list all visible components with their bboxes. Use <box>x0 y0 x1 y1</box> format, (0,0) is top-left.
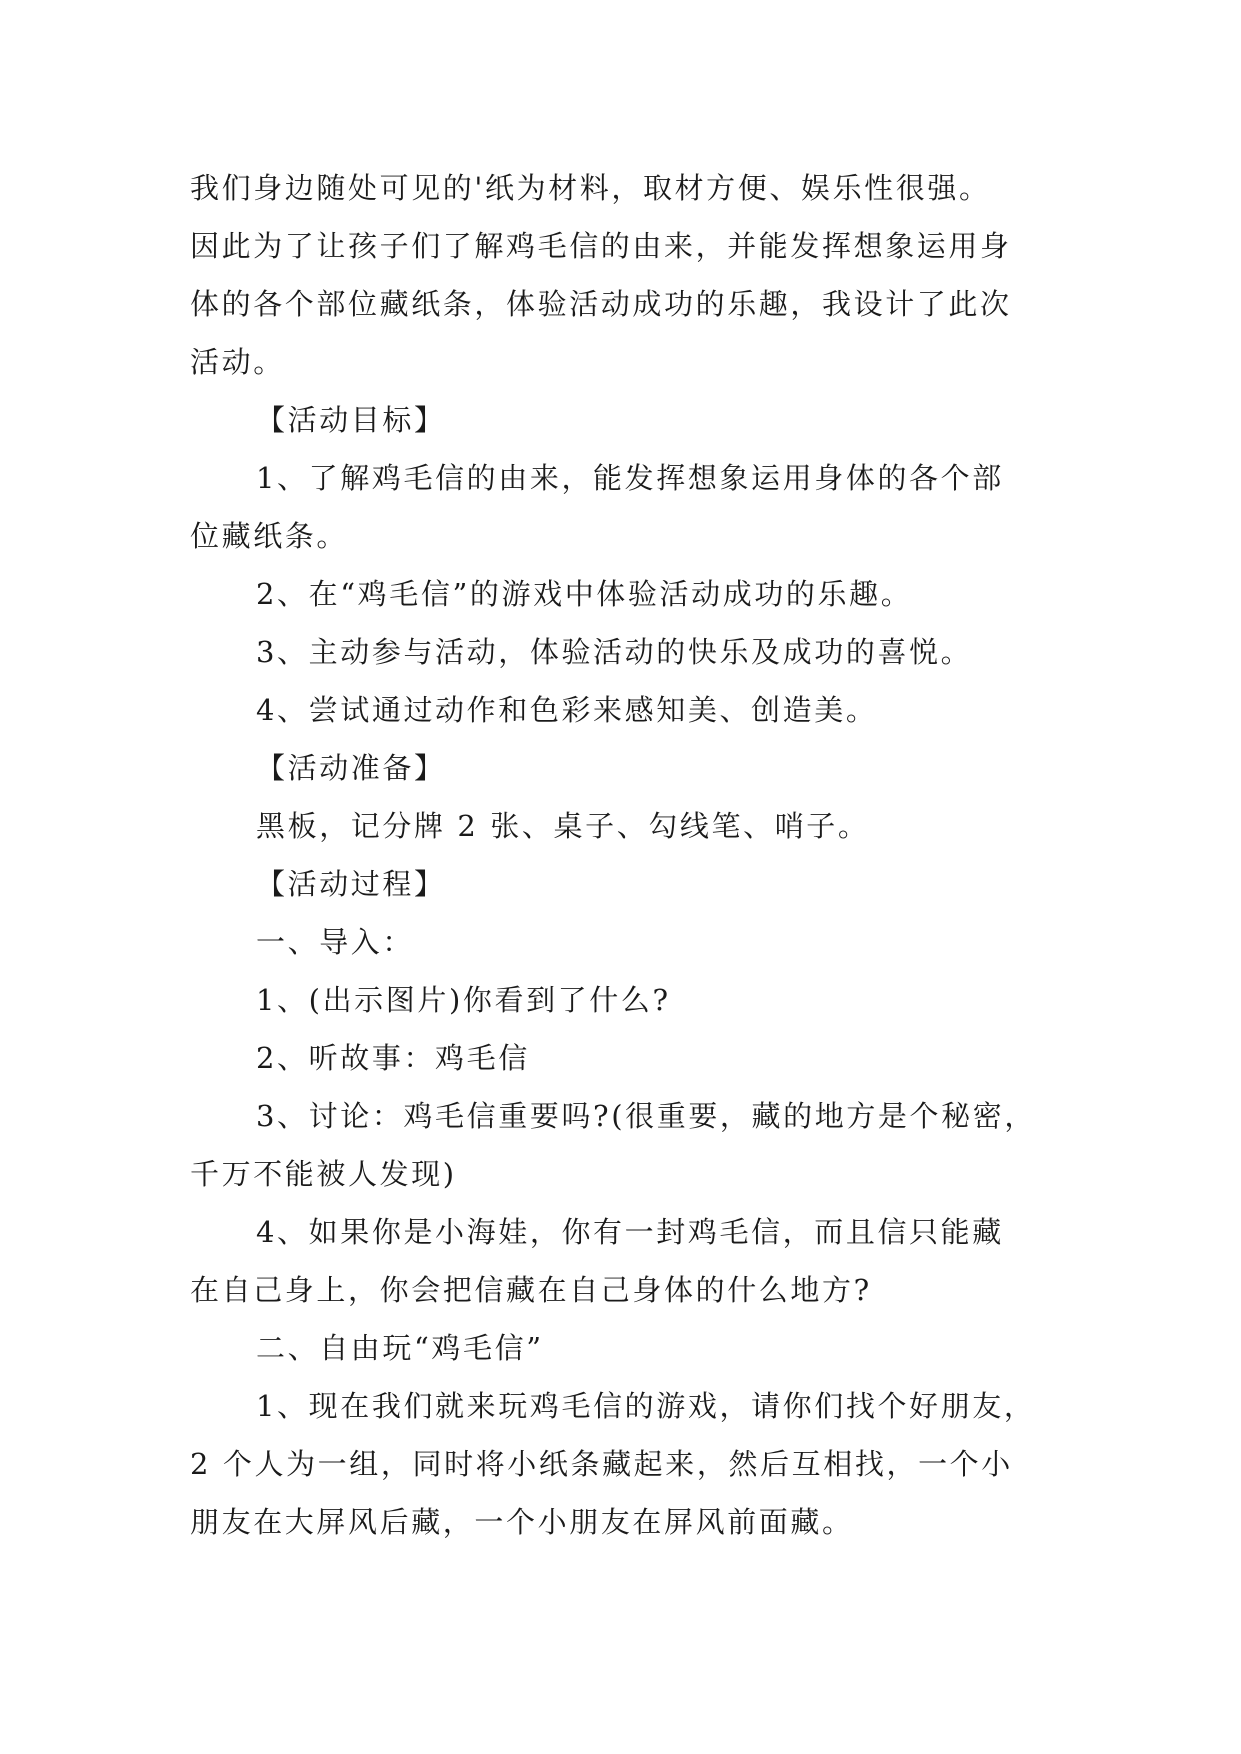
list-item: 2、听故事：鸡毛信 <box>256 1041 530 1075</box>
paragraph-line: 体的各个部位藏纸条，体验活动成功的乐趣，我设计了此次 <box>190 287 1012 321</box>
subsection-heading: 二、自由玩“鸡毛信” <box>256 1331 544 1365</box>
list-item: 3、主动参与活动，体验活动的快乐及成功的喜悦。 <box>256 635 973 669</box>
paragraph-line: 位藏纸条。 <box>190 519 349 553</box>
paragraph-line: 黑板，记分牌 2 张、桌子、勾线笔、哨子。 <box>256 809 870 843</box>
paragraph-line: 2 个人为一组，同时将小纸条藏起来，然后互相找，一个小 <box>190 1447 1013 1481</box>
list-item: 4、尝试通过动作和色彩来感知美、创造美。 <box>256 693 878 727</box>
list-item: 2、在“鸡毛信”的游戏中体验活动成功的乐趣。 <box>256 577 913 611</box>
section-heading-process: 【活动过程】 <box>256 867 446 901</box>
paragraph-line: 在自己身上，你会把信藏在自己身体的什么地方? <box>190 1273 872 1307</box>
list-item: 4、如果你是小海娃，你有一封鸡毛信，而且信只能藏 <box>256 1215 1004 1249</box>
paragraph-line: 千万不能被人发现) <box>190 1157 457 1191</box>
paragraph-line: 因此为了让孩子们了解鸡毛信的由来，并能发挥想象运用身 <box>190 229 1012 263</box>
section-heading-preparation: 【活动准备】 <box>256 751 446 785</box>
list-item: 1、现在我们就来玩鸡毛信的游戏，请你们找个好朋友， <box>256 1389 1036 1423</box>
subsection-heading: 一、导入： <box>256 925 415 959</box>
list-item: 1、了解鸡毛信的由来，能发挥想象运用身体的各个部 <box>256 461 1004 495</box>
list-item: 1、(出示图片)你看到了什么? <box>256 983 671 1017</box>
list-item: 3、讨论：鸡毛信重要吗?(很重要，藏的地方是个秘密， <box>256 1099 1036 1133</box>
paragraph-line: 我们身边随处可见的'纸为材料，取材方便、娱乐性很强。 <box>190 171 991 205</box>
paragraph-line: 活动。 <box>190 345 285 379</box>
paragraph-line: 朋友在大屏风后藏，一个小朋友在屏风前面藏。 <box>190 1505 854 1539</box>
section-heading-goals: 【活动目标】 <box>256 403 446 437</box>
